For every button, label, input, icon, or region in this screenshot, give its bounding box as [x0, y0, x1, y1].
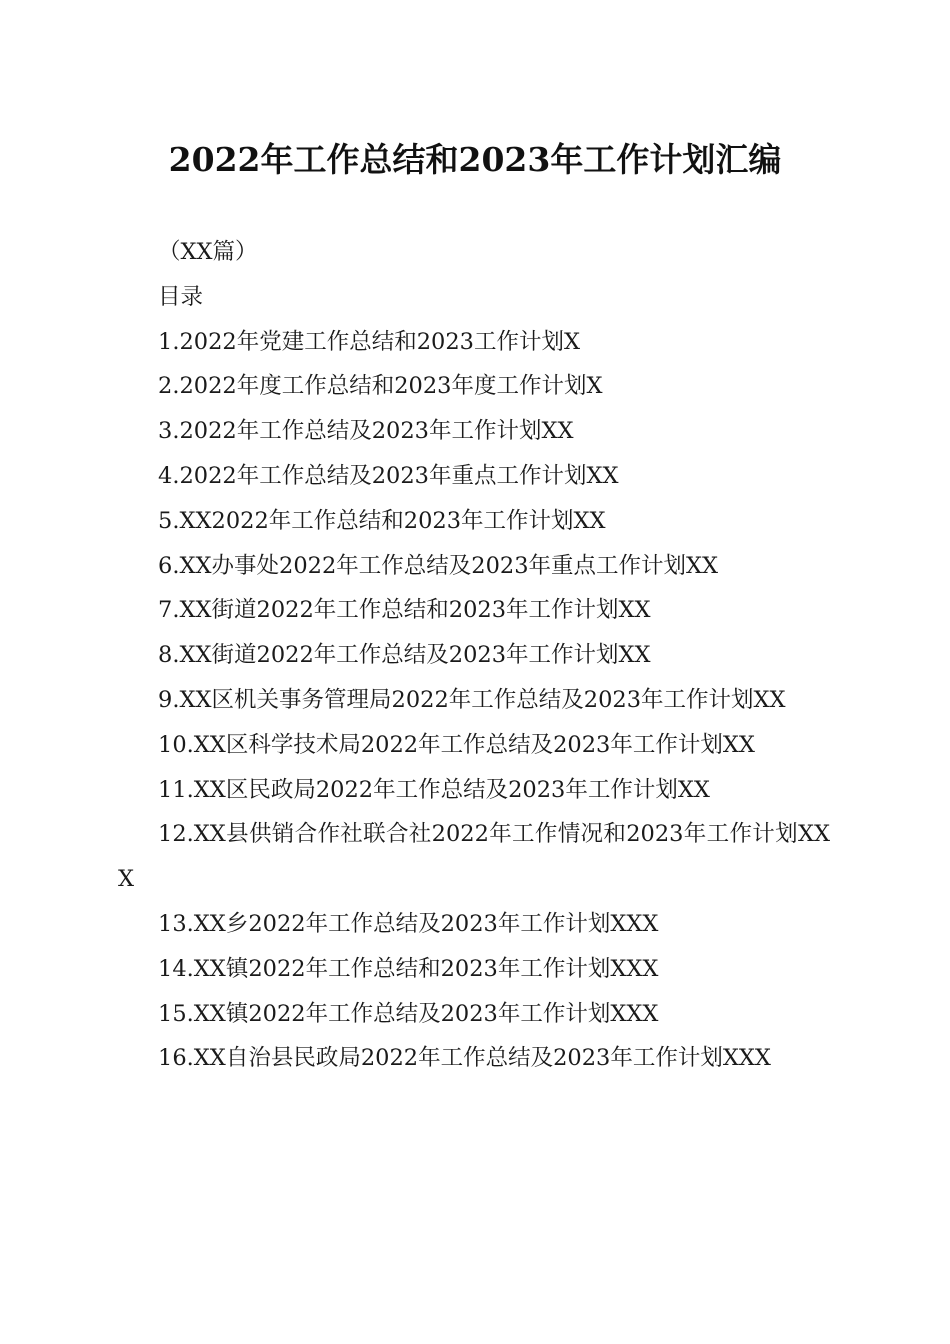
document-body: [118, 230, 830, 1081]
toc-heading: 目录: [158, 283, 204, 310]
toc-item: 5.XX2022年工作总结和2023年工作计划XX: [158, 507, 606, 534]
toc-item: 14.XX镇2022年工作总结和2023年工作计划XXX: [158, 955, 659, 982]
toc-item: 6.XX办事处2022年工作总结及2023年重点工作计划XX: [158, 552, 719, 579]
toc-item: 1.2022年党建工作总结和2023工作计划X: [158, 328, 581, 355]
toc-item: 11.XX区民政局2022年工作总结及2023年工作计划XX: [158, 776, 710, 803]
toc-item: 10.XX区科学技术局2022年工作总结及2023年工作计划XX: [158, 731, 755, 758]
toc-item: 4.2022年工作总结及2023年重点工作计划XX: [158, 462, 619, 489]
toc-item: 3.2022年工作总结及2023年工作计划XX: [158, 418, 574, 445]
toc-item: 13.XX乡2022年工作总结及2023年工作计划XXX: [158, 910, 659, 937]
document-title: 2022年工作总结和2023年工作计划汇编: [168, 140, 782, 179]
toc-item: 16.XX自治县民政局2022年工作总结及2023年工作计划XXX: [158, 1045, 771, 1072]
toc-item: 7.XX街道2022年工作总结和2023年工作计划XX: [158, 597, 651, 624]
toc-item: 15.XX镇2022年工作总结及2023年工作计划XXX: [158, 1000, 659, 1027]
toc-item: 8.XX街道2022年工作总结及2023年工作计划XX: [158, 642, 651, 669]
toc-item: 9.XX区机关事务管理局2022年工作总结及2023年工作计划XX: [158, 686, 786, 713]
toc-item: 2.2022年度工作总结和2023年度工作计划X: [158, 373, 603, 400]
volume-note: （XX篇）: [158, 239, 258, 265]
toc-item: 12.XX县供销合作社联合社2022年工作情况和2023年工作计划XXX: [118, 821, 830, 893]
